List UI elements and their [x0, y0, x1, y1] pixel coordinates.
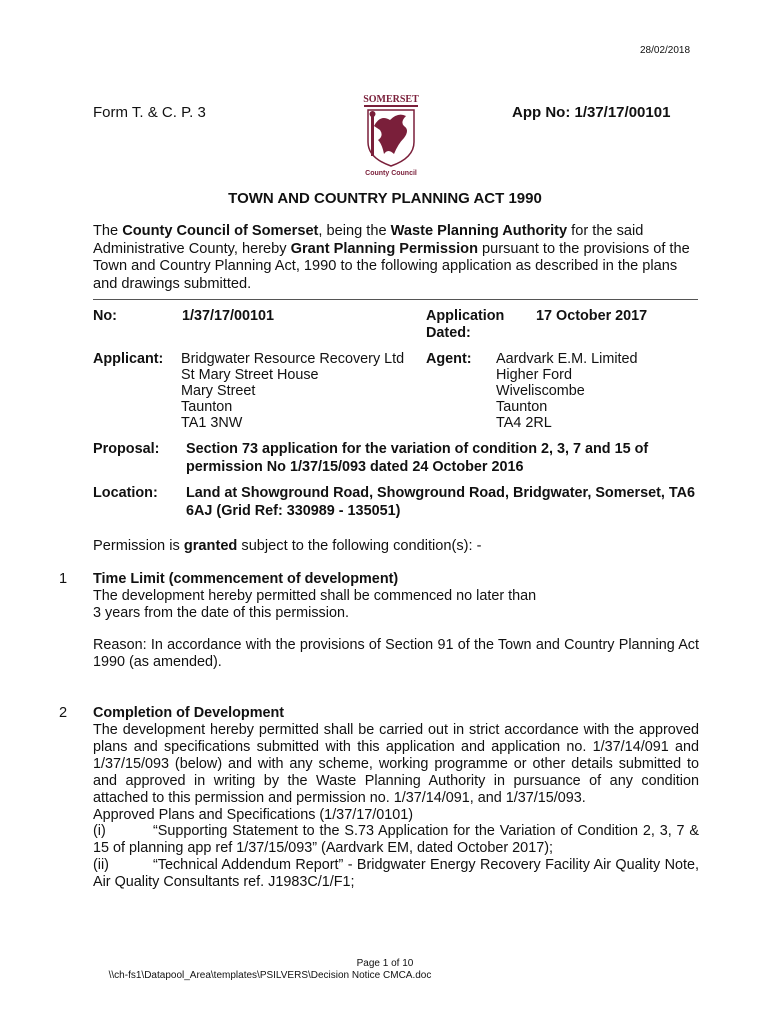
condition-reason: Reason: In accordance with the provisions of Section 91 of the Town and Country Planning Act 1990 (as amended).	[93, 637, 699, 670]
proposal-value: Section 73 application for the variation of condition 2, 3, 7 and 15 of permission No 1/37/15/093 dated 24 October 2016	[186, 441, 649, 475]
location-value: Land at Showground Road, Showground Road, Bridgwater, Somerset, TA6 6AJ (Grid Ref: 330989 - 135051)	[186, 485, 696, 519]
condition-heading: Completion of Development	[93, 705, 285, 721]
page-number: Page 1 of 10	[356, 958, 414, 969]
proposal-label: Proposal:	[93, 441, 160, 457]
no-value: 1/37/17/00101	[182, 308, 275, 324]
agent-label: Agent:	[426, 351, 472, 367]
intro-paragraph: The County Council of Somerset, being the Waste Planning Authority for the said Administrative County, hereby Grant Planning Permission pursuant to the provisions of the Town and Country Planning Act, 1990 to the following application as described in the plans and drawings submitted.	[93, 223, 690, 292]
condition-body: The development hereby permitted shall be commenced no later than 3 years from the date of this permission.	[93, 588, 537, 621]
condition-number: 1	[59, 571, 68, 587]
location-label: Location:	[93, 485, 158, 501]
file-path: \\ch-fs1\Datapool_Area\templates\PSILVERS\Decision Notice CMCA.doc	[108, 970, 432, 981]
agent-address: Aardvark E.M. Limited Higher Ford Wiveliscombe Taunton TA4 2RL	[496, 351, 638, 431]
logo-bottom-text: County Council	[365, 170, 417, 177]
permission-statement: Permission is granted subject to the following condition(s): -	[93, 538, 482, 554]
list-item: (i) “Supporting Statement to the S.73 Application for the Variation of Condition 2, 3, 7 & 15 of planning app ref 1/37/15/093” (Aardvark EM, dated October 2017);	[93, 823, 699, 857]
condition-body	[93, 722, 699, 891]
document-title: TOWN AND COUNTRY PLANNING ACT 1990	[228, 190, 542, 207]
condition-heading: Time Limit (commencement of development)	[93, 571, 399, 587]
condition-body-text: The development hereby permitted shall be carried out in strict accordance with the approved plans and specifications submitted with this application and application no. 1/37/14/091 and 1/37/15/093 (below) and with any scheme, working programme or other details submitted to and approved in writing by the Waste Planning Authority in pursuance of any condition attached to this permission and permission no. 1/37/14/091, and 1/37/15/093.	[93, 722, 699, 806]
application-number: App No: 1/37/17/00101	[512, 104, 671, 121]
applicant-label: Applicant:	[93, 351, 164, 367]
somerset-county-council-logo	[360, 92, 422, 178]
form-reference: Form T. & C. P. 3	[93, 104, 206, 121]
logo-top-text: SOMERSET	[363, 94, 419, 105]
document-date: 28/02/2018	[640, 45, 691, 56]
condition-number: 2	[59, 705, 68, 721]
applicant-address: Bridgwater Resource Recovery Ltd St Mary Street House Mary Street Taunton TA1 3NW	[181, 351, 405, 431]
divider	[93, 299, 698, 300]
list-item: (ii) “Technical Addendum Report” - Bridgwater Energy Recovery Facility Air Quality Note, Air Quality Consultants ref. J1983C/1/F1;	[93, 857, 699, 891]
application-dated-label: Application Dated:	[426, 308, 505, 341]
approved-plans-heading: Approved Plans and Specifications (1/37/17/0101)	[93, 806, 414, 823]
no-label: No:	[93, 308, 117, 324]
application-dated-value: 17 October 2017	[536, 308, 648, 324]
